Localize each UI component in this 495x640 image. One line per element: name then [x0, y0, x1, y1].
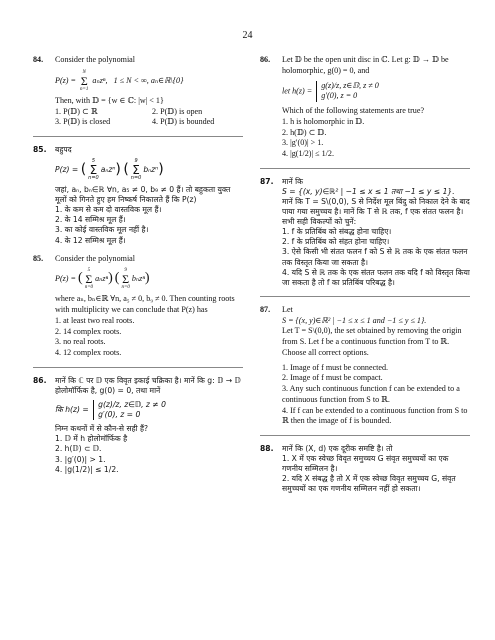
question-prompt: निम्न कथनों में से कौन-से सही हैं? [55, 424, 149, 434]
sum-lower: n=0 [130, 175, 142, 182]
divider [33, 367, 243, 368]
case-2: g′(0), z = 0 [98, 410, 141, 420]
set-definition: S = {(x, y)∈ℝ² | −1 ≤ x ≤ 1 तथा −1 ≤ y ≤ 1}. [282, 186, 455, 196]
piecewise-cases [93, 400, 166, 420]
option-2[interactable]: 2. f के प्रतिबिंब को संहत होना चाहिए। [282, 237, 390, 247]
formula-term: bₙzⁿ [143, 165, 159, 175]
sum-lower: n=0 [84, 285, 94, 291]
formula-lhs: P(z) = [55, 165, 79, 175]
question-text: Let T = S\(0,0), the set obtained by removing the origin from S. Let f be a continuous function from T to ℝ. Choose all correct options. [282, 326, 462, 357]
question-number: 88. [260, 444, 274, 454]
divider [260, 296, 470, 297]
option-3[interactable]: 3. Any such continuous function f can be extended to a continuous function from S to ℝ. [282, 384, 460, 404]
sum-symbol: 5 Σ n=0 [88, 158, 99, 182]
question-87 [260, 305, 470, 427]
right-column [260, 55, 470, 503]
option-1[interactable]: 1. at least two real roots. [55, 315, 135, 325]
option-3[interactable]: 3. P(𝔻) is closed [55, 117, 111, 127]
option-1[interactable]: 1. 𝔻 में h होलोमॉर्फिक है [55, 434, 128, 444]
sum-upper: 9 [124, 268, 127, 274]
option-3[interactable]: 3. no real roots. [55, 337, 106, 347]
option-1[interactable]: 1. f के प्रतिबिंब को संबद्ध होना चाहिए। [282, 227, 392, 237]
sum-symbol: 5 Σ n=0 [84, 268, 94, 291]
question-84 [33, 55, 243, 128]
option-2[interactable]: 2. के 14 सम्मिश्र मूल हैं। [55, 215, 126, 225]
question-86 [260, 55, 470, 160]
option-3[interactable]: 3. |g′(0)| > 1. [55, 454, 106, 464]
question-number: 87. [260, 176, 274, 186]
set-definition: S = {(x, y)∈ℝ² | −1 ≤ x ≤ 1 and −1 ≤ y ≤ 1}. [282, 315, 427, 325]
option-3[interactable]: 3. का कोई वास्तविक मूल नहीं है। [55, 225, 149, 235]
question-text: मानें कि (X, d) एक दूरीक समष्टि है। तो [282, 444, 393, 454]
option-1[interactable]: 1. P(𝔻) ⊂ ℝ [55, 106, 98, 116]
question-intro: बहुपद [55, 145, 72, 154]
sum-lower: n=0 [121, 285, 130, 291]
option-4[interactable]: 4. |g(1/2)| ≤ 1/2. [55, 464, 119, 474]
option-2[interactable]: 2. h(𝔻) ⊂ 𝔻. [55, 444, 102, 454]
option-4[interactable]: 4. यदि S से ℝ तक के एक संतत फलन तक यदि f को विस्तृत किया जा सकता है तो f का प्रतिबिंब परिबद्ध है। [282, 267, 470, 287]
question-85-hindi [33, 145, 243, 246]
question-prompt: Which of the following statements are true? [282, 106, 425, 115]
options [55, 107, 243, 129]
piecewise-cases [316, 81, 379, 103]
option-1[interactable]: 1. h is holomorphic in 𝔻. [282, 116, 365, 126]
question-intro: Consider the polynomial [55, 253, 136, 263]
option-3[interactable]: 3. ऐसे किसी भी संतत फलन f को S से ℝ तक के एक संतत फलन तक विस्तृत किया जा सकता है। [282, 247, 468, 267]
divider [260, 435, 470, 436]
formula-lhs: P(z) = [55, 274, 76, 284]
option-4[interactable]: 4. If f can be extended to a continuous function from S to ℝ then the image of f is bounded. [282, 405, 468, 426]
question-86-hindi [33, 376, 243, 475]
formula-term: aₙzⁿ [100, 165, 116, 175]
question-number: 85. [33, 253, 44, 263]
sum-symbol: 9 Σ n=0 [130, 158, 142, 182]
question-number: 87. [260, 304, 271, 314]
option-2[interactable]: 2. 14 complex roots. [55, 326, 122, 336]
question-88-hindi [260, 444, 470, 494]
question-text: जहां, aₙ, bₙ∈ℝ ∀n, a₅ ≠ 0, b₉ ≠ 0 हैं। तो बहुकता युक्त मूलों को गिनते हुए हम निष्कर्ष निकालते हैं कि P(z) [55, 185, 231, 205]
case-1: g(z)/z, z∈𝔻, z ≠ 0 [321, 80, 379, 90]
option-4[interactable]: 4. 12 complex roots. [55, 348, 122, 358]
question-number: 84. [33, 55, 44, 64]
sum-lower: n=0 [88, 175, 99, 182]
formula-lhs: P(z) = [55, 75, 76, 85]
question-text: मानें कि T = S\(0,0), S से निर्देश मूल बिंदु को निकाल देने के बाद पाया गया समुच्चय है। मानें कि T से ℝ तक, f एक संतत फलन है। सभी सही विकल्पों को चुनें: [282, 196, 470, 227]
option-3[interactable]: 3. |g′(0)| > 1. [282, 138, 324, 148]
formula-lhs: कि h(z) = [55, 405, 89, 415]
question-number: 86. [33, 375, 47, 385]
option-4[interactable]: 4. P(𝔻) is bounded [152, 117, 215, 127]
sum-symbol: 9 Σ n=0 [121, 268, 130, 291]
formula: P(z) = ( 5 Σ n=0 aₙzⁿ) ( 9 Σ n=0 bₙzⁿ) [55, 158, 164, 182]
piecewise-formula [282, 81, 470, 103]
formula-condition: 1 ≤ N < ∞, aₙ∈ℝ\{0} [113, 75, 184, 85]
question-number: 86. [260, 55, 271, 64]
option-2[interactable]: 2. Image of f must be compact. [282, 373, 383, 383]
sum-upper: 9 [134, 158, 138, 165]
formula [55, 70, 243, 92]
option-4[interactable]: 4. के 12 सम्मिश्र मूल हैं। [55, 235, 126, 245]
piecewise-formula [55, 400, 243, 420]
option-4[interactable]: 4. |g(1/2)| ≤ 1/2. [282, 149, 334, 158]
formula-term: aₙzⁿ, [92, 75, 108, 85]
option-1[interactable]: 1. के कम से कम दो वास्तविक मूल हैं। [55, 205, 162, 215]
option-1[interactable]: 1. Image of f must be connected. [282, 362, 389, 372]
option-2[interactable]: 2. h(𝔻) ⊂ 𝔻. [282, 127, 327, 137]
question-text: Let 𝔻 be the open unit disc in ℂ. Let g: 𝔻 → 𝔻 be holomorphic, g(0) = 0, and [282, 55, 449, 75]
sum-upper: 5 [87, 268, 91, 274]
question-intro: Let [282, 304, 293, 314]
formula-term: aₙzⁿ [95, 274, 109, 284]
question-intro: Consider the polynomial [55, 55, 136, 64]
option-2[interactable]: 2. P(𝔻) is open [152, 106, 203, 116]
left-column [33, 55, 243, 483]
sum-upper: 5 [91, 158, 96, 165]
question-intro: मानें कि [282, 176, 303, 186]
question-text: Then, with 𝔻 = {w ∈ ℂ: |w| < 1} [55, 95, 164, 105]
sum-lower: n=1 [80, 86, 89, 92]
case-2: g′(0), z = 0 [321, 91, 358, 101]
question-number: 85. [33, 145, 47, 154]
question-87-hindi [260, 177, 470, 288]
formula-term: bₙzⁿ [131, 274, 145, 284]
option-2[interactable]: 2. यदि X संबद्ध है तो X में एक स्वेच्छ विवृत समुच्चय G, संवृत समुच्चयों का एक गणनीय सम्मिलन नहीं हो सकता। [282, 474, 456, 494]
page-number: 24 [242, 30, 253, 41]
sum-upper: N [82, 69, 86, 75]
sum-symbol: N Σ n=1 [80, 69, 89, 92]
formula-lhs: let h(z) = [282, 86, 313, 96]
divider [260, 168, 470, 169]
question-text: where aₙ, bₙ∈ℝ ∀n, a₅ ≠ 0, b₉ ≠ 0. Then counting roots with multiplicity we can conclude that P(z) has [55, 294, 235, 315]
formula: P(z) = ( 5 Σ n=0 aₙzⁿ) ( 9 Σ n=0 bₙzⁿ) [55, 268, 150, 291]
option-1[interactable]: 1. X में एक स्वेच्छ विवृत समुच्चय G संवृत समुच्चयों का एक गणनीय सम्मिलन है। [282, 454, 449, 474]
divider [33, 136, 243, 137]
question-text: मानें कि ℂ पर 𝔻 एक विवृत इकाई चक्रिका है। मानें कि g: 𝔻 → 𝔻 होलोमॉर्फिक है, g(0) = 0, तथा मानें [55, 375, 241, 395]
question-85 [33, 254, 243, 359]
case-1: g(z)/z, z∈𝔻, z ≠ 0 [98, 400, 166, 410]
